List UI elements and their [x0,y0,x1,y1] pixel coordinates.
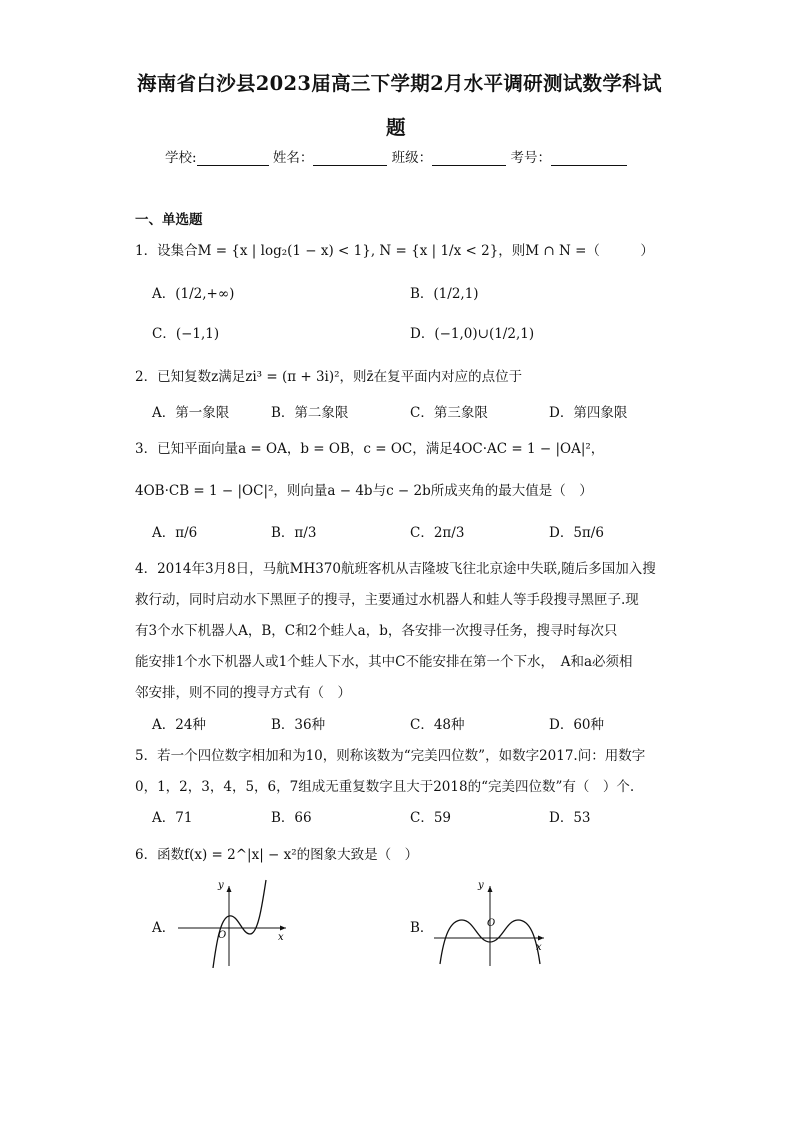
x-axis-label: x [278,932,284,943]
q4-option-a[interactable]: A．24种 [152,717,206,733]
q3-option-c[interactable]: C．2π/3 [410,525,465,541]
q3-option-b[interactable]: B．π/3 [271,525,317,541]
exam-number-blank[interactable] [551,151,627,166]
y-axis-arrow-icon [488,886,493,892]
q1-option-a[interactable]: A．(1/2,+∞) [152,286,235,302]
school-blank[interactable] [197,151,269,166]
q4-option-c[interactable]: C．48种 [410,717,465,733]
question-1: 1．设集合M = {x | log₂(1 − x) < 1}, N = {x | 1/x < 2}，则M ∩ N =（ ） [135,243,654,259]
question-4-line-5: 邻安排，则不同的搜寻方式有（ ） [135,685,351,701]
origin-label: O [487,918,496,929]
x-axis-arrow-icon [280,926,286,931]
q2-option-d[interactable]: D．第四象限 [549,405,628,421]
x-axis-label: x [536,942,542,953]
class-blank[interactable] [432,151,506,166]
exam-number-label: 考号： [510,150,551,166]
question-5-line-1: 5．若一个四位数字相加和为10，则称该数为“完美四位数”，如数字2017.问：用数字 [135,748,646,764]
q4-option-b[interactable]: B．36种 [271,717,326,733]
q6-option-b-label[interactable]: B． [410,920,434,936]
y-axis-arrow-icon [227,886,232,892]
question-6: 6．函数f(x) = 2^|x| − x²的图象大致是（ ） [135,847,419,863]
page-title: 海南省白沙县2023届高三下学期2月水平调研测试数学科试 [137,72,662,95]
question-3-line-2: 4OB·CB = 1 − |OC|²，则向量a − 4b与c − 2b所成夹角的最大值是（ ） [135,483,593,499]
q3-option-a[interactable]: A．π/6 [152,525,198,541]
name-label: 姓名： [272,150,314,166]
question-5-line-2: 0，1，2，3，4，5，6，7组成无重复数字且大于2018的“完美四位数”有（ ）个. [135,779,635,795]
q5-option-c[interactable]: C．59 [410,810,452,826]
page-title-continued: 题 [386,116,406,139]
q2-option-c[interactable]: C．第三象限 [410,405,488,421]
q6-graph-b[interactable] [432,876,550,968]
origin-label: O [218,930,227,941]
question-2: 2．已知复数z满足zi³ = (π + 3i)²，则z̄在复平面内对应的点位于 [135,369,523,385]
q6-option-a-label[interactable]: A． [152,920,176,936]
q3-option-d[interactable]: D．5π/6 [549,525,604,541]
q1-option-c[interactable]: C．(−1,1) [152,326,220,342]
q4-option-d[interactable]: D．60种 [549,717,605,733]
q5-option-d[interactable]: D．53 [549,810,591,826]
q5-option-a[interactable]: A．71 [152,810,193,826]
question-4-line-3: 有3个水下机器人A，B，C和2个蛙人a，b，各安排一次搜寻任务，搜寻时每次只 [135,623,618,639]
question-4-line-1: 4．2014年3月8日，马航MH370航班客机从吉隆坡飞往北京途中失联,随后多国加入搜 [135,561,656,577]
name-blank[interactable] [313,151,387,166]
question-4-line-4: 能安排1个水下机器人或1个蛙人下水，其中C不能安排在第一个下水， A和a必须相 [135,654,633,670]
q2-option-b[interactable]: B．第二象限 [271,405,349,421]
y-axis-label: y [478,880,484,891]
question-3-line-1: 3．已知平面向量a = OA，b = OB，c = OC，满足4OC·AC = 1 − |OA|²， [135,441,605,457]
class-label: 班级： [391,150,433,166]
student-info-row [165,146,627,166]
y-axis-label: y [218,880,224,891]
section-heading: 一、单选题 [135,212,203,228]
x-axis-arrow-icon [538,936,544,941]
q6-graph-a[interactable] [176,876,291,968]
q5-option-b[interactable]: B．66 [271,810,312,826]
q1-option-d[interactable]: D．(−1,0)∪(1/2,1) [410,326,535,342]
curve-a [213,880,266,968]
question-4-line-2: 救行动，同时启动水下黑匣子的搜寻，主要通过水机器人和蛙人等手段搜寻黑匣子.现 [135,592,639,608]
school-label: 学校: [165,150,197,166]
q1-option-b[interactable]: B．(1/2,1) [410,286,479,302]
q2-option-a[interactable]: A．第一象限 [152,405,230,421]
